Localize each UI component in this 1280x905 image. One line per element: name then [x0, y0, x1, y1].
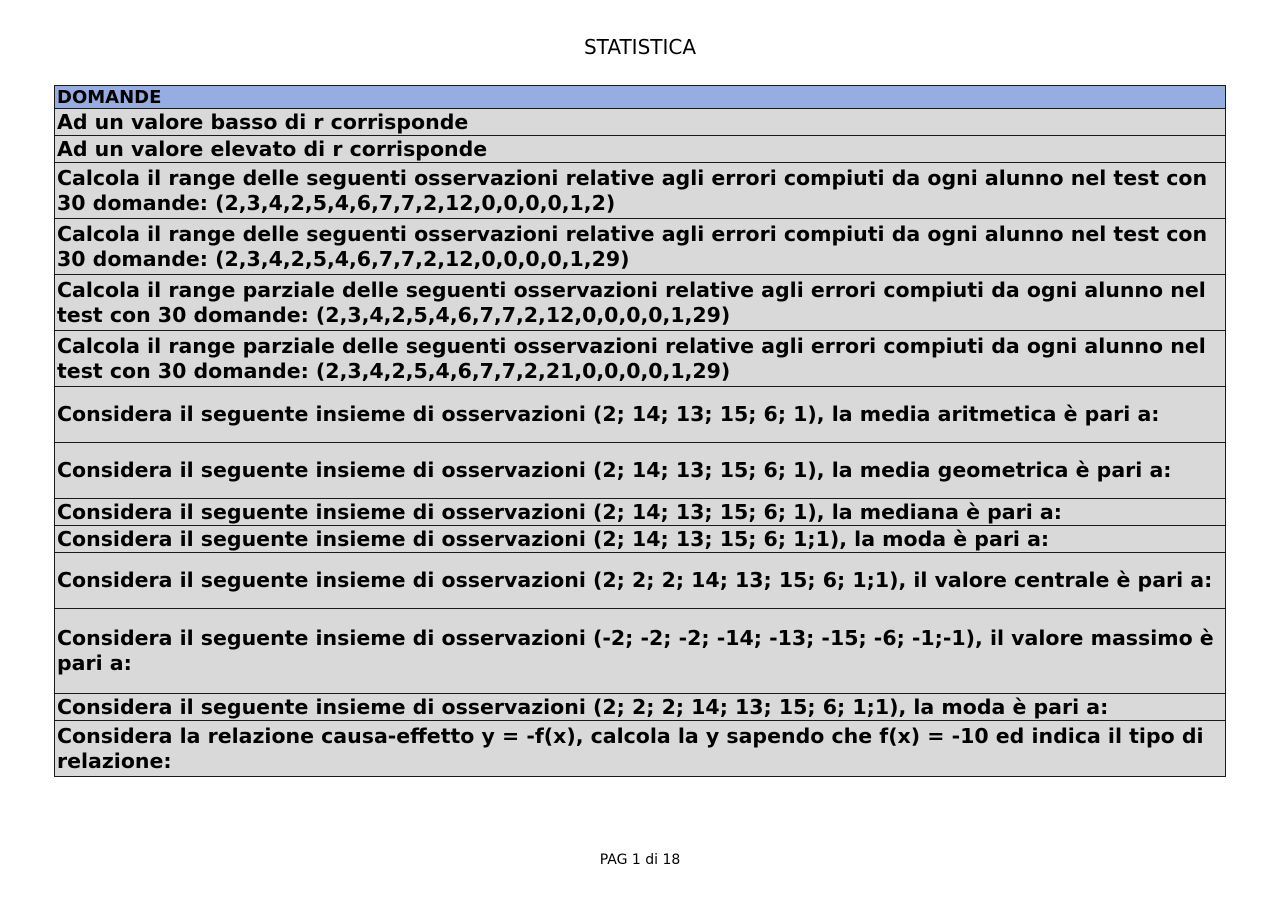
- table-header-row: [55, 86, 1226, 109]
- table-row: [55, 443, 1226, 499]
- question-cell: Ad un valore elevato di r corrisponde: [55, 136, 1226, 163]
- question-cell: Calcola il range delle seguenti osservazioni relative agli errori compiuti da ogni alunno nel test con 30 domande: (2,3,4,2,5,4,6,7,7,2,12,0,0,0,0,1,29): [55, 219, 1226, 275]
- column-header-domande: DOMANDE: [55, 86, 1226, 109]
- question-cell: Considera il seguente insieme di osservazioni (2; 14; 13; 15; 6; 1), la media geometrica è pari a:: [55, 443, 1226, 499]
- question-cell: Considera il seguente insieme di osservazioni (2; 14; 13; 15; 6; 1;1), la moda è pari a:: [55, 526, 1226, 553]
- table-row: [55, 553, 1226, 609]
- page-number: PAG 1 di 18: [599, 852, 681, 868]
- question-cell: Considera la relazione causa-effetto y = -f(x), calcola la y sapendo che f(x) = -10 ed indica il tipo di relazione:: [55, 721, 1226, 777]
- question-cell: Calcola il range parziale delle seguenti osservazioni relative agli errori compiuti da ogni alunno nel test con 30 domande: (2,3,4,2,5,4,6,7,7,2,21,0,0,0,0,1,29): [55, 331, 1226, 387]
- table-row: [55, 109, 1226, 136]
- table-row: [55, 387, 1226, 443]
- page-title: STATISTICA: [583, 35, 697, 59]
- question-cell: Considera il seguente insieme di osservazioni (2; 2; 2; 14; 13; 15; 6; 1;1), il valore centrale è pari a:: [55, 553, 1226, 609]
- question-cell: Considera il seguente insieme di osservazioni (2; 2; 2; 14; 13; 15; 6; 1;1), la moda è pari a:: [55, 694, 1226, 721]
- table-row: [55, 136, 1226, 163]
- table-row: [55, 721, 1226, 777]
- table-row: [55, 275, 1226, 331]
- table-row: [55, 163, 1226, 219]
- table-row: [55, 499, 1226, 526]
- question-cell: Considera il seguente insieme di osservazioni (2; 14; 13; 15; 6; 1), la mediana è pari a:: [55, 499, 1226, 526]
- question-cell: Calcola il range delle seguenti osservazioni relative agli errori compiuti da ogni alunno nel test con 30 domande: (2,3,4,2,5,4,6,7,7,2,12,0,0,0,0,1,2): [55, 163, 1226, 219]
- question-cell: Ad un valore basso di r corrisponde: [55, 109, 1226, 136]
- questions-table: [54, 85, 1226, 777]
- table-row: [55, 694, 1226, 721]
- question-cell: Considera il seguente insieme di osservazioni (2; 14; 13; 15; 6; 1), la media aritmetica è pari a:: [55, 387, 1226, 443]
- table-row: [55, 609, 1226, 694]
- table-row: [55, 331, 1226, 387]
- question-cell: Calcola il range parziale delle seguenti osservazioni relative agli errori compiuti da ogni alunno nel test con 30 domande: (2,3,4,2,5,4,6,7,7,2,12,0,0,0,0,1,29): [55, 275, 1226, 331]
- table-row: [55, 526, 1226, 553]
- question-cell: Considera il seguente insieme di osservazioni (-2; -2; -2; -14; -13; -15; -6; -1;-1), il valore massimo è pari a:: [55, 609, 1226, 694]
- table-row: [55, 219, 1226, 275]
